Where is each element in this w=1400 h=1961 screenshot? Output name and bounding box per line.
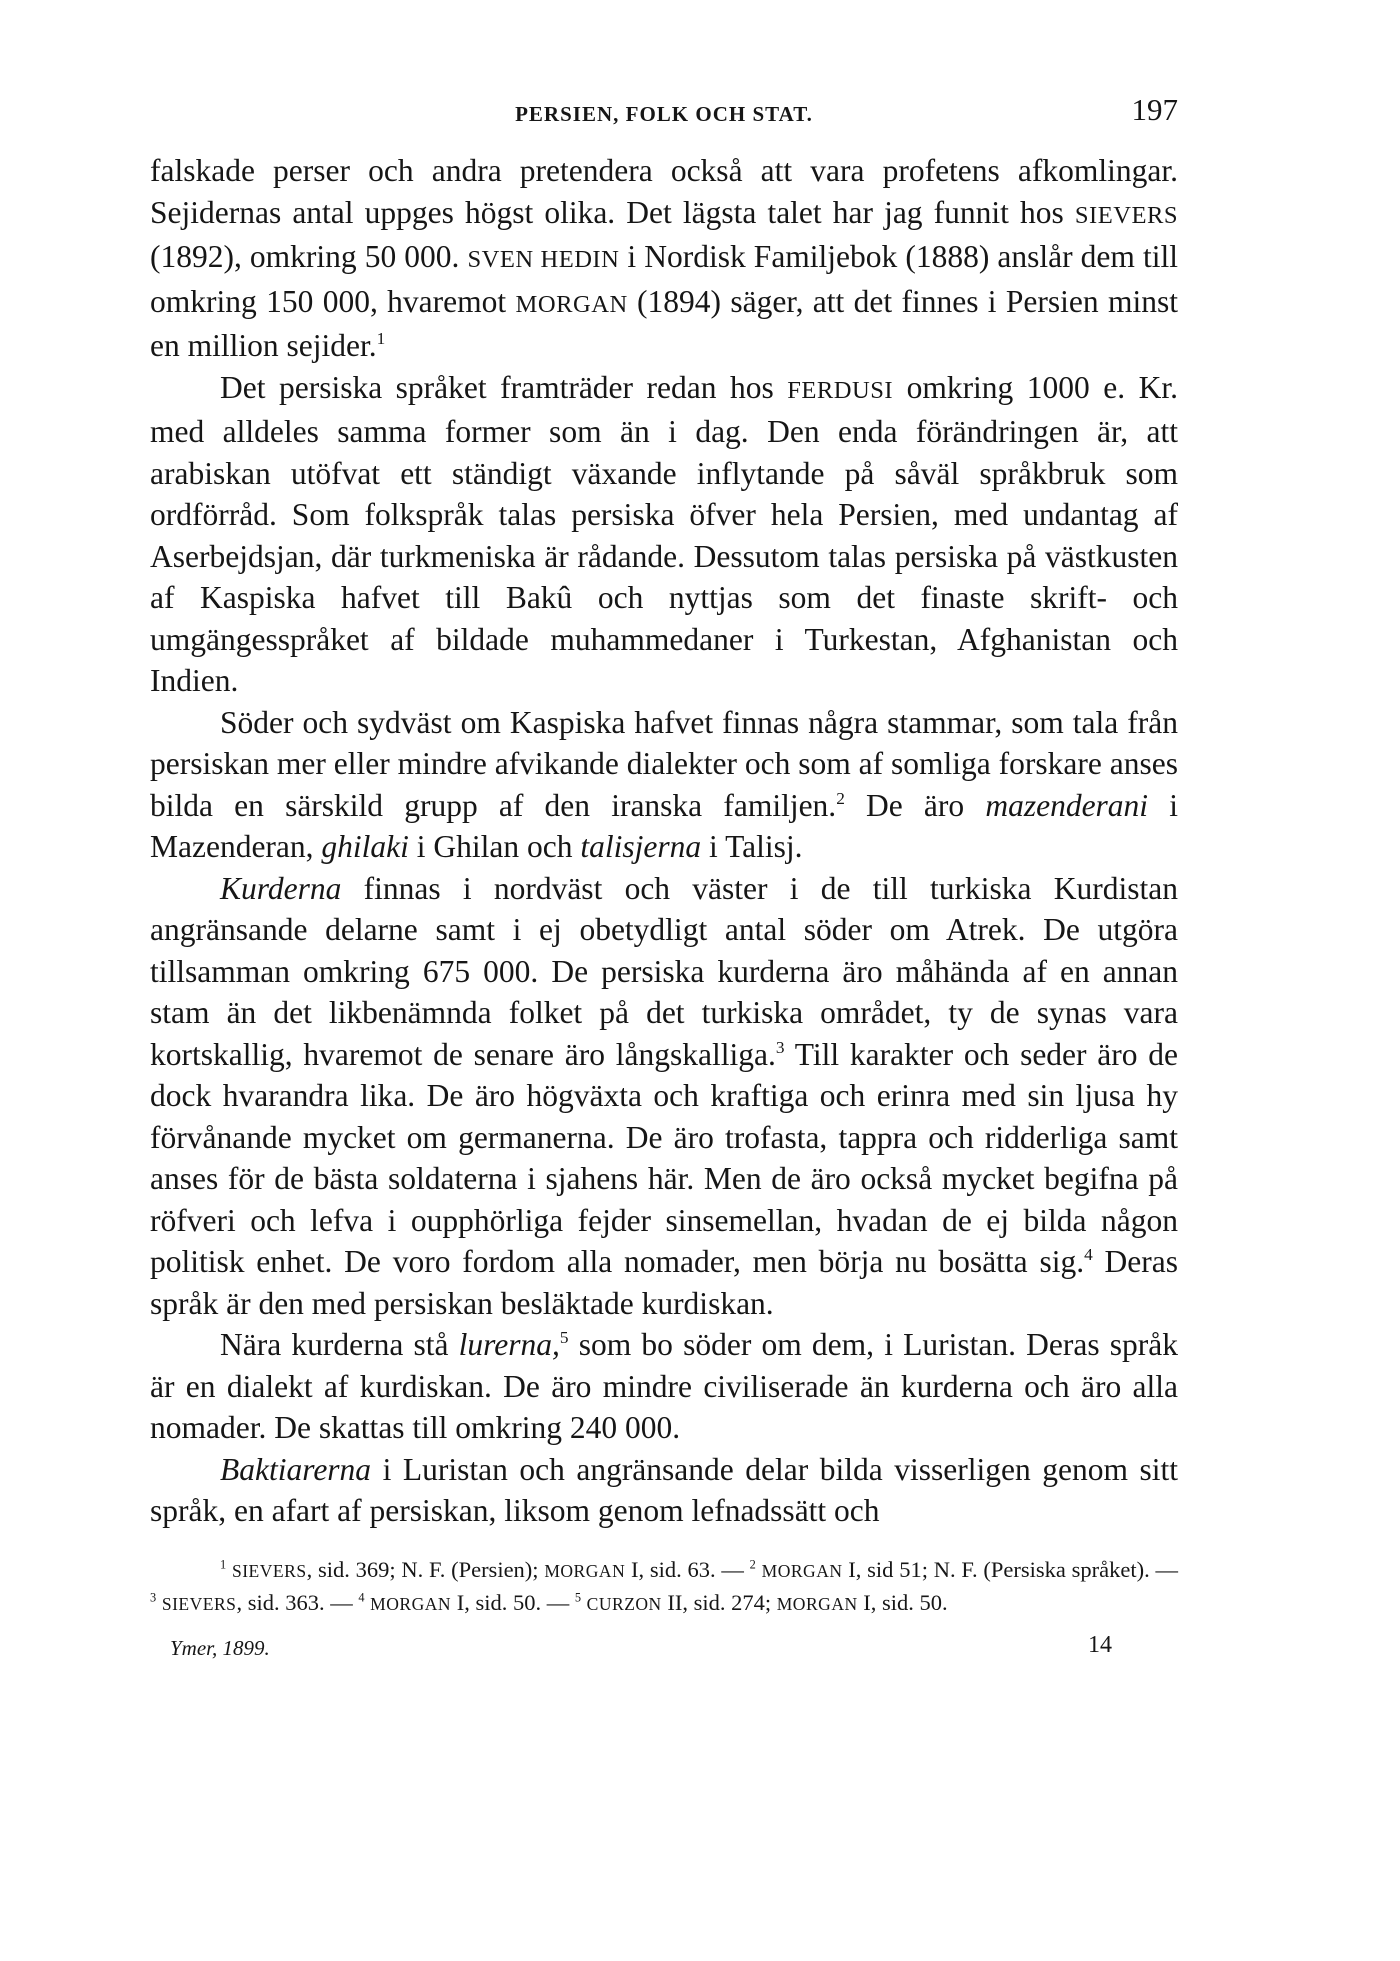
footnote-mark: 4: [358, 1589, 365, 1604]
paragraph-1: falskade perser och andra pretendera också att vara profetens afkomlingar. Sejidernas antal uppges högst olika. Det lägsta talet har jag funnit hos SIEVERS (1892), omkring 50 000. SVEN HEDIN i Nordisk Familjebok (1888) anslår dem till omkring 150 000, hvaremot MORGAN (1894) säger, att det finnes i Persien minst en million sejider.$^1$: [150, 153, 1179, 363]
italic-term: ghilaki: [321, 829, 409, 864]
paragraph-6: Baktiarerna i Luristan och angränsande delar bilda visserligen genom sitt språk, en afart af persiskan, liksom genom lefnadssätt och: [150, 1451, 1178, 1528]
page-number: 197: [1131, 92, 1178, 127]
book-page: [150, 92, 1178, 1668]
footnote-mark: 2: [749, 1556, 756, 1571]
footnotes: [150, 1554, 1178, 1620]
running-header: [150, 92, 1178, 136]
footnote-ref: 1: [376, 328, 386, 348]
paragraph-3: Söder och sydväst om Kaspiska hafvet finnas några stammar, som tala från persiskan mer eller mindre afvikande dialekter och som af somliga forskare anses bilda en särskild grupp af den iranska familjen.$^2$ De äro mazenderani i Mazenderan, ghilaki i Ghilan och talisjerna i Talisj.: [150, 704, 1178, 864]
footnote-ref: 2: [836, 788, 845, 808]
italic-term: Baktiarerna: [220, 1451, 372, 1487]
italic-term: talisjerna: [580, 829, 702, 864]
footnote-ref: 3: [775, 1037, 785, 1057]
footnote-text: $^1$ SIEVERS, sid. 369; N. F. (Persien); MORGAN I, sid. 63. — $^2$ MORGAN I, sid 51; N. F. (Persiska språket). — $^3$ SIEVERS, sid. 363. — $^4$ MORGAN I, sid. 50. — $^5$ CURZON II, sid. 274; MORGAN I, sid. 50.: [150, 1556, 1179, 1615]
running-title: PERSIEN, FOLK OCH STAT.: [515, 102, 813, 126]
signature-number: 14: [1088, 1631, 1112, 1658]
journal-signature: Ymer, 1899.: [170, 1635, 270, 1660]
signature-line: [150, 1628, 1178, 1668]
italic-term: Kurderna: [220, 870, 342, 906]
paragraph-5: Nära kurderna stå lurerna,$^5$ som bo söder om dem, i Luristan. Deras språk är en dialekt af kurdiskan. De äro mindre civiliserade än kurderna och äro alla nomader. De skattas till omkring 240 000.: [150, 1327, 1179, 1445]
footnote-mark: 3: [150, 1589, 157, 1604]
author-name: MORGAN: [515, 290, 628, 318]
italic-term: lurerna,: [458, 1327, 560, 1362]
author-name: FERDUSI: [787, 376, 894, 404]
body-text: [150, 150, 1178, 1532]
paragraph-2: Det persiska språket framträder redan hos FERDUSI omkring 1000 e. Kr. med alldeles samma former som än i dag. Den enda förändringen är, att arabiskan utöfvat ett ständigt växande inflytande på såväl språkbruk som ordförråd. Som folkspråk talas persiska öfver hela Persien, med undantag af Aserbejdsjan, där turkmeniska är rådande. Dessutom talas persiska på västkusten af Kaspiska hafvet till Bakû och nyttjas som det finaste skrift- och umgängesspråket af bildade muhammedaner i Turkestan, Afghanistan och Indien.: [150, 369, 1178, 698]
footnote-ref: 5: [559, 1327, 569, 1347]
footnote-ref: 4: [1084, 1244, 1093, 1264]
paragraph-4: Kurderna finnas i nordväst och väster i de till turkiska Kurdistan angränsande delarne samt i ej obetydligt antal söder om Atrek. De utgöra tillsamman omkring 675 000. De persiska kurderna äro måhända af en annan stam än det likbenämnda folket på det turkiska området, ty de synas vara kortskallig, hvaremot de senare äro långskalliga.$^3$ Till karakter och seder äro de dock hvarandra lika. De äro högväxta och kraftiga och erinra med sin ljusa hy förvånande mycket om germanerna. De äro trofasta, tappra och ridderliga samt anses för de bästa soldaterna i sjahens här. Men de äro också mycket begifna på röfveri och lefva i oupphörliga fejder sinsemellan, hvadan de ej bilda någon politisk enhet. De voro fordom alla nomader, men börja nu bosätta sig.$^4$ Deras språk är den med persiskan besläktade kurdiskan.: [150, 870, 1179, 1321]
italic-term: mazenderani: [985, 787, 1149, 823]
footnote-mark: 5: [574, 1589, 582, 1604]
author-name: SVEN HEDIN: [467, 246, 620, 273]
footnote-mark: 1: [220, 1556, 227, 1571]
author-name: SIEVERS: [1074, 201, 1178, 229]
